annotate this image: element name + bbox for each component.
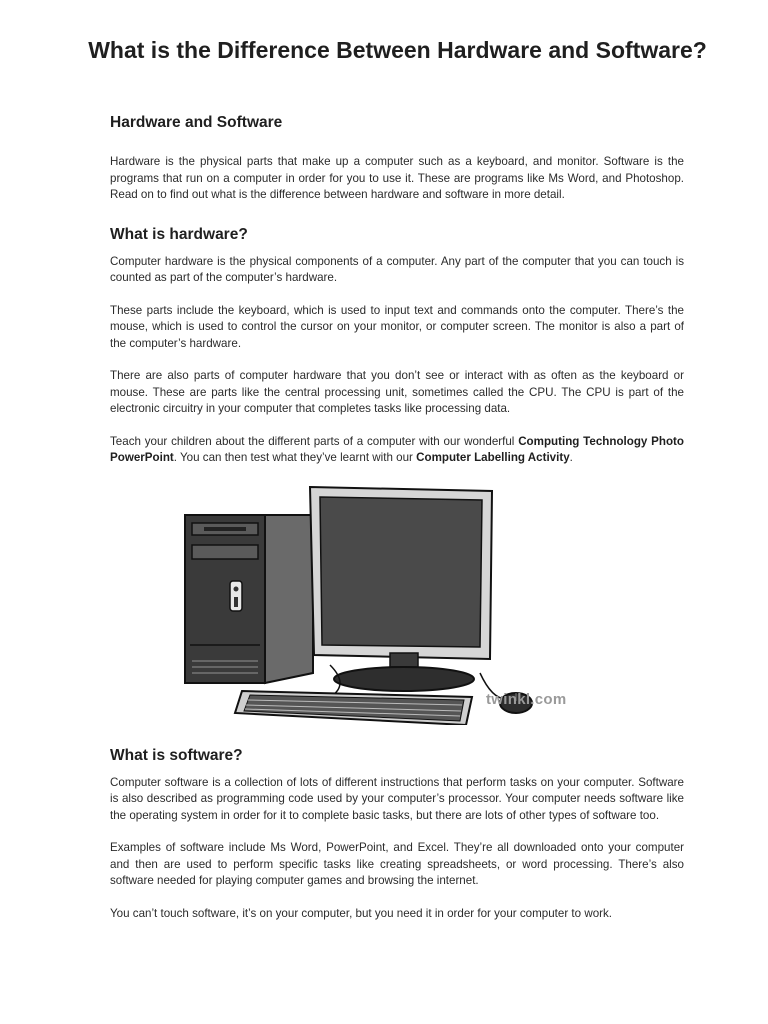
software-paragraph-2: Examples of software include Ms Word, PowerPoint, and Excel. They’re all downloaded onto your computer and then are used to perform specific tasks like creating spreadsheets, or word processing. There’s also software needed for playing computer games and browsing the internet. xyxy=(110,841,684,887)
computing-technology-powerpoint-link[interactable]: Computing Technology Photo PowerPoint xyxy=(110,434,684,464)
computer-illustration xyxy=(180,485,660,725)
page-title: What is the Difference Between Hardware and Software? xyxy=(88,37,707,63)
section-heading-hardware-and-software: Hardware and Software xyxy=(110,114,283,131)
p4-suffix: . xyxy=(569,451,573,464)
computer-labelling-activity-link[interactable]: Computer Labelling Activity xyxy=(416,451,570,464)
software-paragraph-3: You can’t touch software, it’s on your computer, but you need it in order for your computer to work. xyxy=(110,906,613,920)
hardware-paragraph-2: These parts include the keyboard, which is used to input text and commands onto the computer. There’s the mouse, which is used to control the cursor on your monitor, or computer screen. The monitor is also a part of the computer’s hardware. xyxy=(110,303,684,350)
twinkl-watermark: twinkl.com xyxy=(486,690,567,708)
intro-paragraph: Hardware is the physical parts that make up a computer such as a keyboard, and monitor. Software is the programs that run on a computer in order for you to use it. These are programs like Ms Word, and Photoshop. Read on to find out what is the difference between hardware and software in more detail. xyxy=(110,155,684,201)
desktop-computer-icon xyxy=(180,485,660,725)
p4-middle: . You can then test what they’ve learnt with our xyxy=(173,451,417,464)
hardware-paragraph-4 xyxy=(110,434,684,467)
section-heading-what-is-software: What is software? xyxy=(110,746,243,764)
tower-case-icon xyxy=(185,515,313,683)
hardware-paragraph-1: Computer hardware is the physical components of a computer. Any part of the computer that you can touch is counted as part of the computer’s hardware. xyxy=(110,254,684,284)
p4-prefix: Teach your children about the different parts of a computer with our wonderful xyxy=(110,434,519,448)
monitor-icon xyxy=(310,487,506,699)
section-heading-what-is-hardware: What is hardware? xyxy=(110,225,248,243)
hardware-paragraph-3: There are also parts of computer hardware that you don’t see or interact with as often as the keyboard or mouse. These are parts like the central processing unit, sometimes called the CPU. The CPU is part of the electronic circuitry in your computer that completes tasks like processing data. xyxy=(110,369,684,415)
keyboard-icon xyxy=(235,691,472,725)
software-paragraph-1: Computer software is a collection of lots of different instructions that perform tasks on your computer. Software is also described as programming code used by your computer’s processor. Your computer needs software like the operating system in order for it to complete basic tasks, but there are lots of other types of software too. xyxy=(110,775,684,822)
